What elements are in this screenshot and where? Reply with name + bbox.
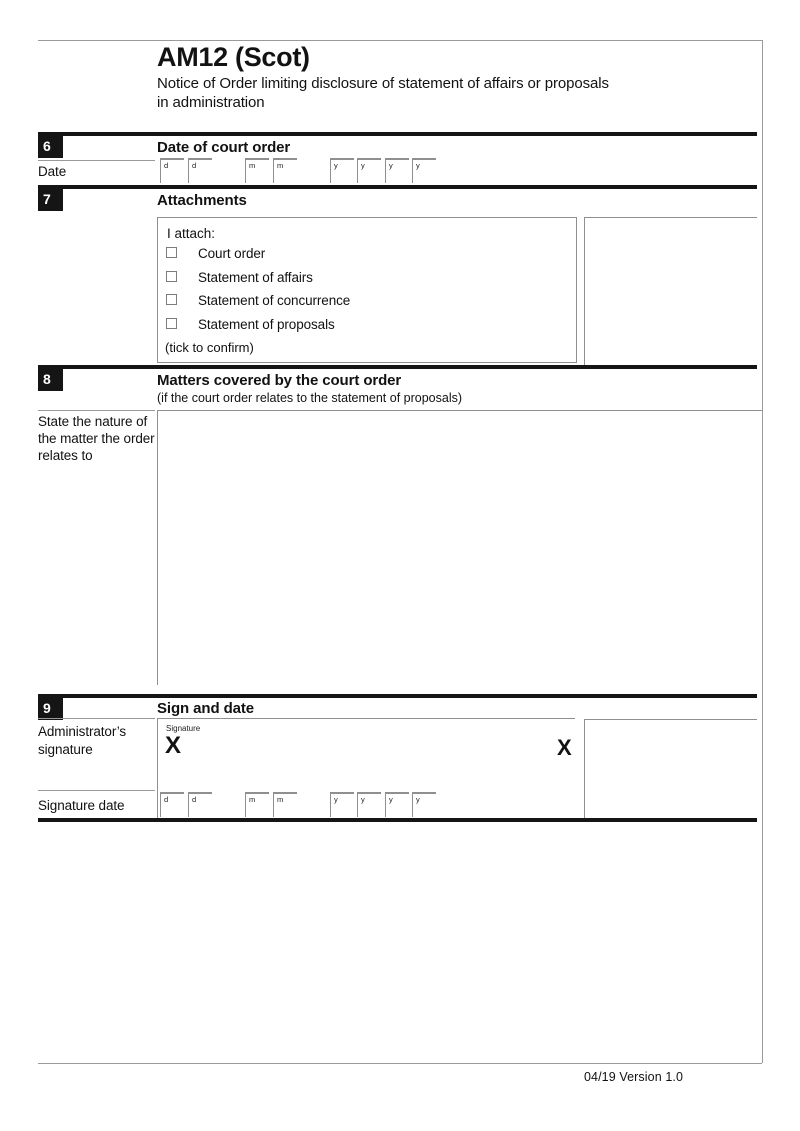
matters-side-label-line-2: the matter the order — [38, 431, 155, 446]
statement-of-affairs-checkbox[interactable] — [166, 271, 177, 282]
page-border-bottom — [38, 1063, 762, 1064]
section-8-number: 8 — [38, 369, 63, 391]
signature-date-cell-year-2[interactable]: y — [357, 792, 381, 817]
signature-date-divider — [38, 790, 155, 791]
statement-of-proposals-checkbox[interactable] — [166, 318, 177, 329]
tick-to-confirm-note: (tick to confirm) — [165, 340, 254, 355]
statement-of-proposals-checkbox-label: Statement of proposals — [198, 317, 335, 332]
signature-date-cell-day-1[interactable]: d — [160, 792, 184, 817]
date-cell-day-2[interactable]: d — [188, 158, 212, 183]
signature-date-field — [160, 792, 450, 818]
form-subtitle-line-2: in administration — [157, 94, 265, 111]
page-border-right — [762, 40, 763, 1063]
section-7-title: Attachments — [157, 192, 247, 209]
signature-date-cell-month-1[interactable]: m — [245, 792, 269, 817]
section-6-number: 6 — [38, 136, 63, 158]
matters-side-label-line-3: relates to — [38, 448, 93, 463]
date-cell-day-1[interactable]: d — [160, 158, 184, 183]
signature-date-cell-month-2[interactable]: m — [273, 792, 297, 817]
section-6-divider — [38, 132, 757, 136]
form-id-title: AM12 (Scot) — [157, 42, 310, 72]
signature-date-cell-day-2[interactable]: d — [188, 792, 212, 817]
section-9-title: Sign and date — [157, 700, 255, 717]
statement-of-affairs-checkbox-label: Statement of affairs — [198, 270, 313, 285]
section-9-divider — [38, 694, 757, 698]
section-7-divider — [38, 185, 757, 189]
section-9-number: 9 — [38, 698, 63, 720]
administrators-signature-label-line-2: signature — [38, 742, 93, 757]
end-of-form-divider — [38, 818, 757, 822]
date-cell-year-1[interactable]: y — [330, 158, 354, 183]
date-cell-month-1[interactable]: m — [245, 158, 269, 183]
section-7-number: 7 — [38, 189, 63, 211]
signature-side-box — [584, 719, 757, 818]
signature-label-divider — [38, 718, 155, 719]
section-8-subtitle: (if the court order relates to the statement of proposals) — [157, 391, 463, 405]
date-cell-year-3[interactable]: y — [385, 158, 409, 183]
page-border-top — [38, 40, 762, 41]
signature-date-cell-year-1[interactable]: y — [330, 792, 354, 817]
statement-of-concurrence-checkbox-label: Statement of concurrence — [198, 293, 351, 308]
attachments-side-box — [584, 217, 757, 365]
section-6-title: Date of court order — [157, 139, 291, 156]
date-label: Date — [38, 164, 67, 179]
signature-date-cell-year-3[interactable]: y — [385, 792, 409, 817]
attachments-intro: I attach: — [167, 226, 216, 241]
version-label: 04/19 Version 1.0 — [584, 1070, 683, 1084]
signature-x-mark-right: X — [557, 735, 572, 760]
matters-label-divider — [38, 410, 155, 411]
administrators-signature-label-line-1: Administrator’s — [38, 724, 127, 739]
court-order-checkbox[interactable] — [166, 247, 177, 258]
signature-date-cell-year-4[interactable]: y — [412, 792, 436, 817]
signature-x-mark-left: X — [165, 732, 182, 759]
signature-date-label: Signature date — [38, 798, 125, 813]
matters-text-field[interactable] — [157, 410, 762, 685]
court-order-date-field — [160, 158, 450, 184]
date-label-divider — [38, 160, 155, 161]
date-cell-year-2[interactable]: y — [357, 158, 381, 183]
matters-side-label-line-1: State the nature of — [38, 414, 148, 429]
signature-field[interactable] — [157, 718, 575, 790]
date-cell-year-4[interactable]: y — [412, 158, 436, 183]
section-8-title: Matters covered by the court order — [157, 372, 402, 389]
form-subtitle-line-1: Notice of Order limiting disclosure of statement of affairs or proposals — [157, 75, 609, 92]
signature-caption: Signature — [166, 724, 201, 733]
attachments-box — [157, 217, 577, 363]
court-order-checkbox-label: Court order — [198, 246, 266, 261]
section-8-divider — [38, 365, 757, 369]
statement-of-concurrence-checkbox[interactable] — [166, 294, 177, 305]
date-cell-month-2[interactable]: m — [273, 158, 297, 183]
